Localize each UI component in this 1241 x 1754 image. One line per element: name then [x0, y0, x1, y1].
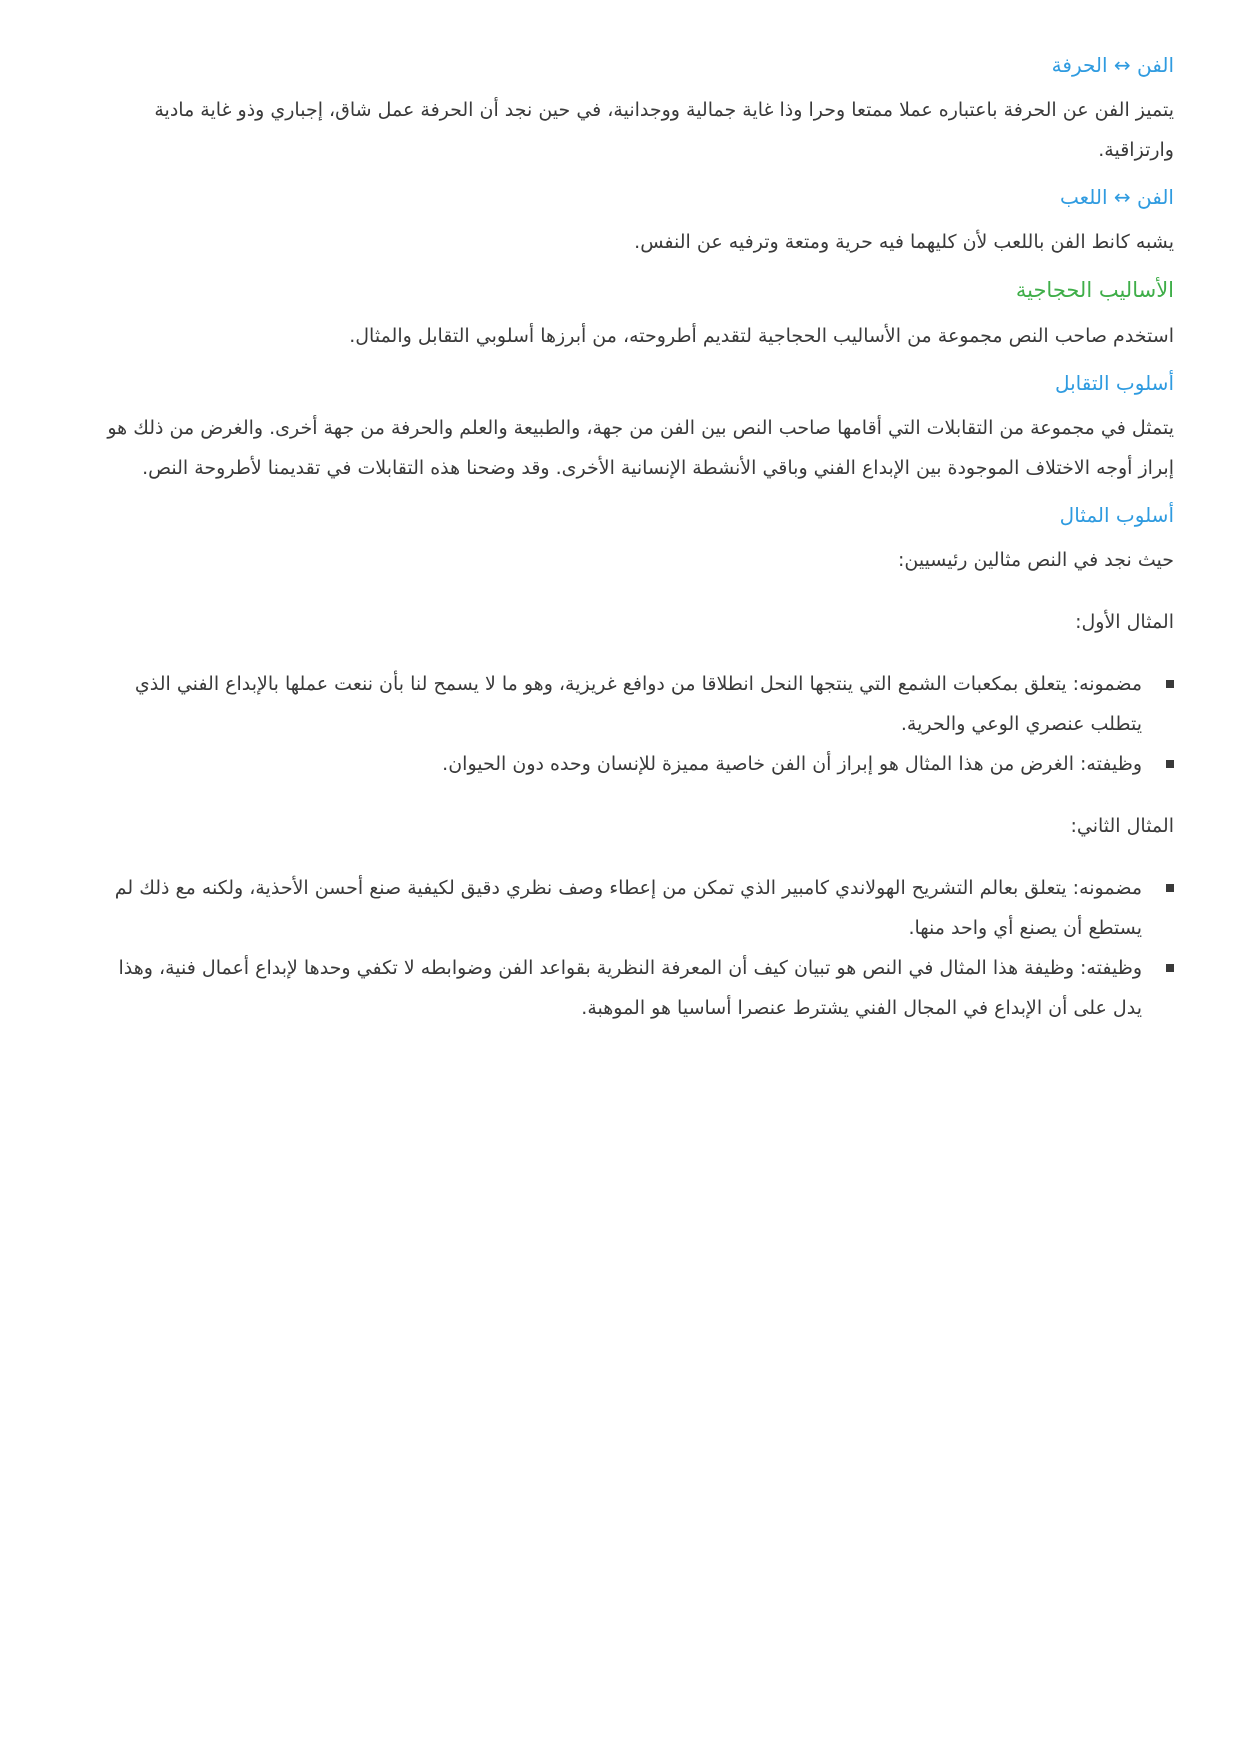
heading-contrast-method: أسلوب التقابل [1054, 371, 1174, 395]
heading-art-vs-craft: الفن ↔ الحرفة [1051, 53, 1174, 77]
list-item [84, 868, 1174, 948]
paragraph-art-vs-craft: يتميز الفن عن الحرفة باعتباره عملا ممتعا وحرا وذا غاية جمالية ووجدانية، في حين نجد أن الحرفة عمل شاق، إجباري وذو غاية مادية وارتزاقية. [154, 99, 1174, 161]
list-item [84, 744, 1174, 784]
square-bullet-icon [1166, 884, 1174, 892]
second-example-list [84, 868, 1174, 1028]
list-item [84, 948, 1174, 1028]
list-item [84, 664, 1174, 744]
square-bullet-icon [1166, 760, 1174, 768]
first-example-label: المثال الأول: [1075, 611, 1174, 633]
square-bullet-icon [1166, 680, 1174, 688]
heading-example-method: أسلوب المثال [1059, 503, 1174, 527]
paragraph-contrast-method: يتمثل في مجموعة من التقابلات التي أقامها صاحب النص بين الفن من جهة، والطبيعة والعلم والحرفة من جهة أخرى. والغرض من ذلك هو إبراز أوجه الاختلاف الموجودة بين الإبداع الفني وباقي الأنشطة الإنسانية الأخرى. وقد وضحنا هذه التقابلات في تقديمنا لأطروحة النص. [107, 417, 1174, 479]
paragraph-art-vs-play: يشبه كانط الفن باللعب لأن كليهما فيه حرية ومتعة وترفيه عن النفس. [634, 231, 1174, 253]
heading-art-vs-play: الفن ↔ اللعب [1059, 185, 1174, 209]
list-item-text: مضمونه: يتعلق بعالم التشريح الهولاندي كامبير الذي تمكن من إعطاء وصف نظري دقيق لكيفية صنع أحسن الأحذية، ولكنه مع ذلك لم يستطع أن يصنع أي واحد منها. [114, 877, 1142, 939]
list-item-text: وظيفته: الغرض من هذا المثال هو إبراز أن الفن خاصية مميزة للإنسان وحده دون الحيوان. [442, 753, 1142, 775]
list-item-text: وظيفته: وظيفة هذا المثال في النص هو تبيان كيف أن المعرفة النظرية بقواعد الفن وضوابطه لا تكفي وحدها لإبداع أعمال فنية، وهذا يدل على أن الإبداع في المجال الفني يشترط عنصرا أساسيا هو الموهبة. [118, 957, 1142, 1019]
document-page [84, 50, 1174, 1050]
paragraph-example-intro: حيث نجد في النص مثالين رئيسيين: [897, 549, 1174, 571]
square-bullet-icon [1166, 964, 1174, 972]
second-example-label: المثال الثاني: [1070, 815, 1174, 837]
first-example-list [84, 664, 1174, 784]
paragraph-argumentation-methods: استخدم صاحب النص مجموعة من الأساليب الحجاجية لتقديم أطروحته، من أبرزها أسلوبي التقابل والمثال. [349, 325, 1174, 347]
list-item-text: مضمونه: يتعلق بمكعبات الشمع التي ينتجها النحل انطلاقا من دوافع غريزية، وهو ما لا يسمح لنا بأن ننعت عملها بالإبداع الفني الذي يتطلب عنصري الوعي والحرية. [134, 673, 1142, 735]
heading-argumentation-methods: الأساليب الحجاجية [1015, 278, 1174, 302]
